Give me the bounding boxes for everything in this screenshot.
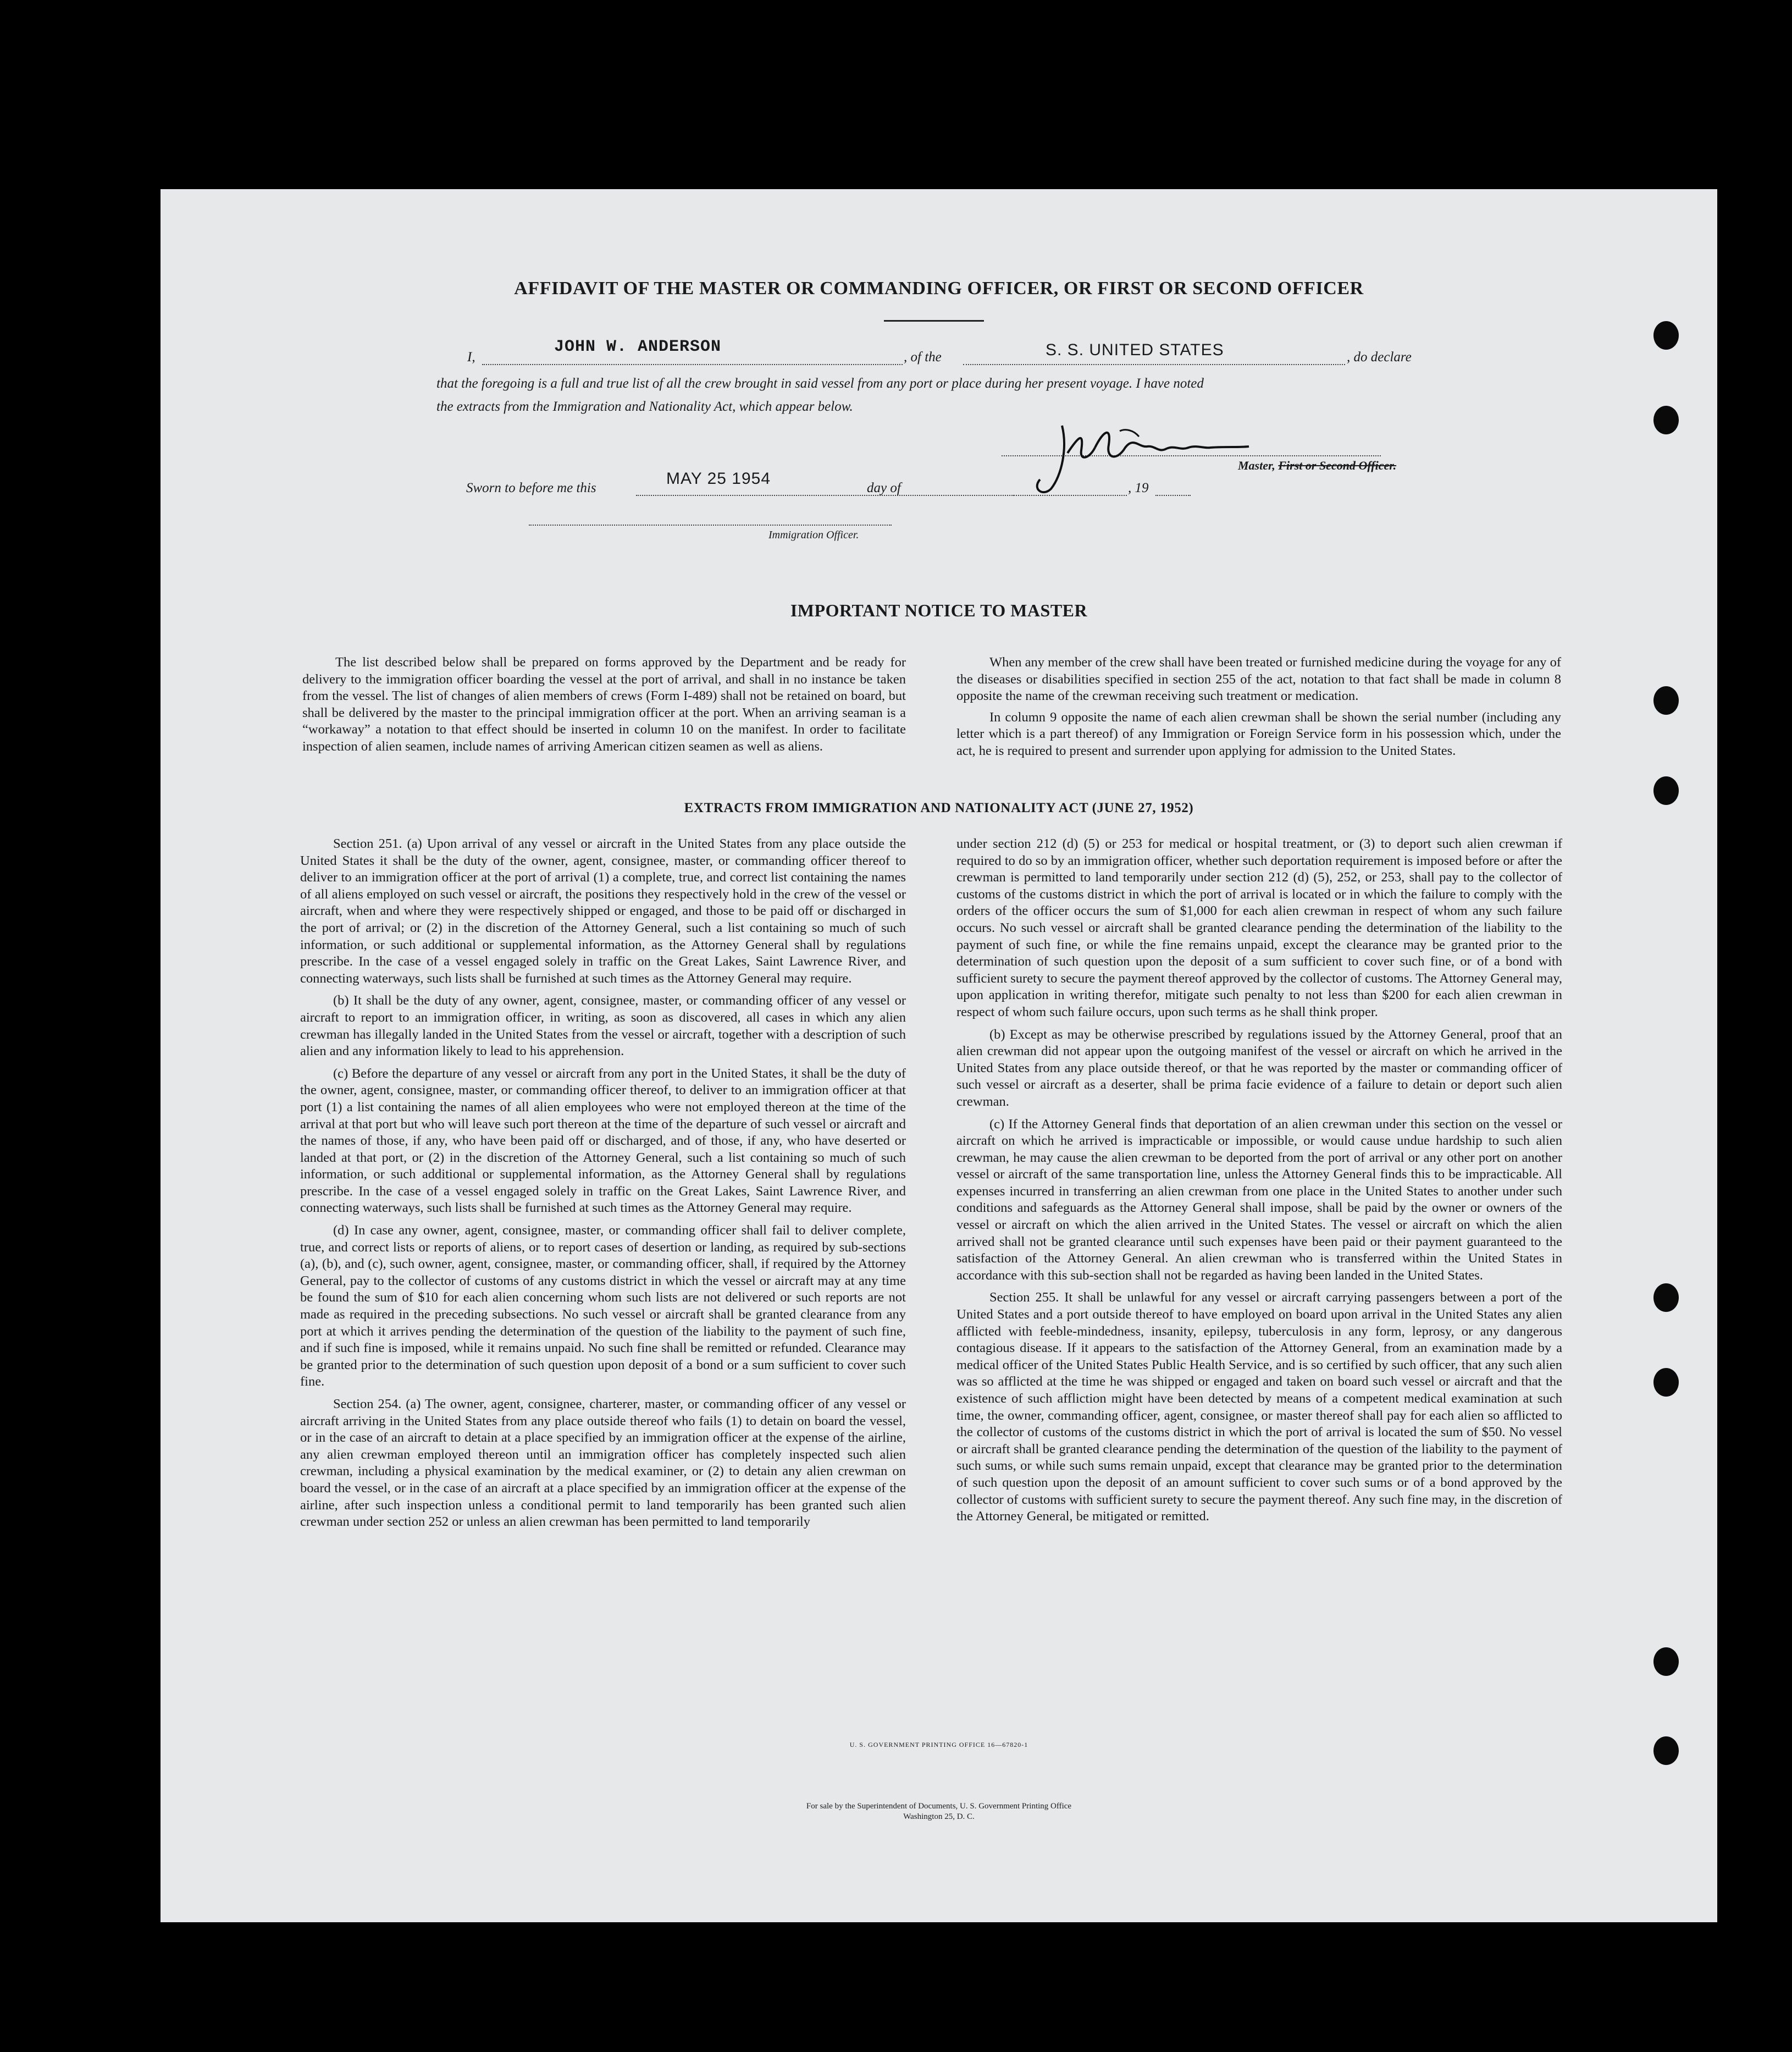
extract-section-254a-cont: under section 212 (d) (5) or 253 for medical or hospital treatment, or (3) to deport such alien crewman if required to do so by an immigration officer, whether such deportation requirement is imposed before or after the crewman is permitted to land temporarily under section 212 (d) (5), 252, or 253, shall pay to the collector of customs of the customs district in which the port of arrival is located or in which the failure to comply with the orders of the officer occurs the sum of $1,000 for each alien crewman in respect of whom any such failure occurs. No such vessel or aircraft shall be granted clearance pending the determination of the liability to the payment of such fine, or while the fine remains unpaid, except the clearance may be granted prior to the determination of such question upon the deposit of a sum sufficient to cover such fine, or of a bond with sufficient surety to secure the payment thereof approved by the collector of customs. The Attorney General may, upon application in writing therefor, mitigate such penalty to not less than $200 for each alien crewman in respect of whom such failure occurs, upon such terms as he shall think proper. <box>956 836 1562 1019</box>
month-line <box>919 495 1127 496</box>
binder-hole <box>1653 776 1679 805</box>
extracts-left-column <box>300 836 906 1536</box>
sworn-date: MAY 25 1954 <box>666 470 771 488</box>
binder-hole <box>1653 1647 1679 1676</box>
notice-left-column <box>302 654 906 761</box>
extract-section-251c: (c) Before the departure of any vessel or aircraft from any port in the United States, it shall be the duty of the owner, agent, consignee, master, or commanding officer thereof, to deliver to an immigration officer at that port (1) a list containing the names of all alien employees who were not employed thereon at the time of the arrival at that port but who will leave such port thereon at the time of the departure of such vessel or aircraft and the names of those, if any, who have been paid off or discharged, and of those, if any, who have deserted or landed at that port, or (2) in the discretion of the Attorney General, such a list containing so much of such information, or such additional or supplemental information, as the Attorney General shall by regulations prescribe. In the case of a vessel engaged solely in traffic on the Great Lakes, Saint Lawrence River, and connecting waterways, such lists shall be furnished at such times as the Attorney General may require. <box>300 1066 906 1216</box>
binder-hole <box>1653 406 1679 434</box>
extract-section-254c: (c) If the Attorney General finds that deportation of an alien crewman under this section on the vessel or aircraft on which he arrived is impracticable or impossible, or would cause undue hardship to such alien crewman, he may cause the alien crewman to be deported from the port of arrival or any other port on another vessel or aircraft of the same transportation line, unless the Attorney General finds this to be impracticable. All expenses incurred in transferring an alien crewman from one place in the United States to another under such conditions and safeguards as the Attorney General shall impose, shall be paid by the owner or owners of the vessel or aircraft on which the alien arrived in the United States. The vessel or aircraft on which the alien arrived shall not be granted clearance until such expenses have been paid or their payment guaranteed to the satisfaction of the Attorney General. An alien crewman who is transferred within the United States in accordance with this sub-section shall not be regarded as having been landed in the United States. <box>956 1116 1562 1283</box>
of-the-label: , of the <box>904 350 942 365</box>
extract-section-254a: Section 254. (a) The owner, agent, consignee, charterer, master, or commanding officer of any vessel or aircraft arriving in the United States from any place outside thereof who fails (1) to detain on board the vessel, or in the case of an aircraft to detain at a place specified by an immigration officer at the expense of the airline, any alien crewman employed thereon until an immigration officer has completely inspected such alien crewman, including a physical examination by the medical examiner, or (2) to detain any alien crewman on board the vessel, or in the case of an aircraft at a place specified by an immigration officer at the expense of the airline, after such inspection unless a conditional permit to land temporarily has been granted such alien crewman under section 252 or unless an alien crewman has been permitted to land temporarily <box>300 1397 906 1530</box>
binder-hole <box>1653 1736 1679 1765</box>
extract-section-255: Section 255. It shall be unlawful for any vessel or aircraft carrying passengers between a port of the United States and a port outside thereof to have employed on board upon arrival in the United States any alien afflicted with feeble-mindedness, insanity, epilepsy, tuberculosis in any form, leprosy, or any dangerous contagious disease. If it appears to the satisfaction of the Attorney General, from an examination made by a medical officer of the United States Public Health Service, and is so certified by such officer, that any such alien was so afflicted at the time he was shipped or engaged and taken on board such vessel or aircraft and that the existence of such affliction might have been detected by means of a competent medical examination at such time, the owner, commanding officer, agent, consignee, or master thereof shall pay for each alien so afflicted to the collector of customs of the customs district in which the port of arrival is located the sum of $50. No vessel or aircraft shall be granted clearance pending the determination of the question of the liability to the payment of such sums, or while such sums remain unpaid, except that clearance may be granted prior to the determination of such question upon the deposit of an amount sufficient to cover such sums or of a bond approved by the collector of customs with sufficient surety to secure the payment thereof. Any such fine may, in the discretion of the Attorney General, be mitigated or remitted. <box>956 1290 1562 1524</box>
notice-right-column <box>956 654 1561 765</box>
sale-line-2: Washington 25, D. C. <box>903 1812 975 1821</box>
master-label: Master, <box>1238 459 1275 472</box>
extract-section-254b: (b) Except as may be otherwise prescribed by regulations issued by the Attorney General, proof that an alien crewman did not appear upon the outgoing manifest of the vessel or aircraft on which he arrived in the United States from any place outside thereof, or that he was reported by the master or commanding officer of such vessel or aircraft as a deserter, shall be prima facie evidence of a failure to detain or deport such alien crewman. <box>956 1027 1562 1109</box>
notice-right-paragraph-1: When any member of the crew shall have been treated or furnished medicine during the voyage for any of the diseases or disabilities specified in section 255 of the act, notation to that fact shall be made in column 8 opposite the name of the crewman receiving such treatment or medication. <box>956 655 1561 704</box>
statement-line-1: that the foregoing is a full and true list of all the crew brought in said vessel from any port or place during her present voyage. I have noted <box>436 376 1204 391</box>
notice-title: IMPORTANT NOTICE TO MASTER <box>790 600 1088 620</box>
sale-line-1: For sale by the Superintendent of Documents, U. S. Government Printing Office <box>806 1802 1072 1811</box>
statement-line-2: the extracts from the Immigration and Nationality Act, which appear below. <box>436 399 853 414</box>
name-line <box>482 364 903 365</box>
master-name: JOHN W. ANDERSON <box>554 338 722 356</box>
sale-notice <box>161 1801 1717 1822</box>
day-of-label: day of <box>867 481 901 495</box>
vessel-line <box>963 364 1345 365</box>
document-page <box>161 189 1717 1922</box>
vessel-name: S. S. UNITED STATES <box>1046 341 1224 359</box>
sworn-prefix: Sworn to before me this <box>466 481 596 495</box>
binder-hole <box>1653 1283 1679 1312</box>
binder-hole <box>1653 1368 1679 1397</box>
binder-hole <box>1653 686 1679 715</box>
officer-label-struck: First or Second Officer. <box>1278 459 1397 472</box>
prefix-i: I, <box>467 350 475 365</box>
affidavit-title: AFFIDAVIT OF THE MASTER OR COMMANDING OFFICER, OR FIRST OR SECOND OFFICER <box>514 278 1364 299</box>
extract-section-251a: Section 251. (a) Upon arrival of any vessel or aircraft in the United States from any place outside the United States it shall be the duty of the owner, agent, consignee, master, or commanding officer thereof to deliver to an immigration officer at the port of arrival (1) a complete, true, and correct list containing the names of all aliens employed on such vessel or aircraft, the positions they respectively hold in the crew of the vessel or aircraft, when and where they were respectively shipped or engaged, and those to be paid off or discharged in the port of arrival; or (2) in the discretion of the Attorney General, such a list containing so much of such information, or such additional or supplemental information, as the Attorney General shall by regulations prescribe. In the case of a vessel engaged solely in traffic on the Great Lakes, Saint Lawrence River, and connecting waterways, such lists shall be furnished at such times as the Attorney General may require. <box>300 836 906 986</box>
notice-right-paragraph-2: In column 9 opposite the name of each alien crewman shall be shown the serial number (including any letter which is a part thereof) of any Immigration or Foreign Service form in his possession which, under the act, he is required to present and surrender upon applying for admission to the United States. <box>956 709 1561 758</box>
year-line <box>1155 495 1191 496</box>
extract-section-251d: (d) In case any owner, agent, consignee, master, or commanding officer shall fail to deliver complete, true, and correct lists or reports of aliens, or to report cases of desertion or landing, as required by sub-sections (a), (b), and (c), such owner, agent, consignee, master, or commanding officer, shall, if required by the Attorney General, pay to the collector of customs of any customs district in which the vessel or aircraft may at any time be found the sum of $10 for each alien concerning whom such lists are not delivered or such reports are not made as required in the preceding subsections. No such vessel or aircraft shall be granted clearance from any port at which it arrives pending the determination of the question of the liability to the payment of such fine, and if such fine is imposed, while it remains unpaid. No such fine shall be remitted or refunded. Clearance may be granted prior to the determination of such question upon deposit of a bond or a sum sufficient to cover such fine. <box>300 1223 906 1389</box>
immigration-officer-label: Immigration Officer. <box>768 529 859 541</box>
officer-label <box>1238 459 1396 473</box>
extracts-right-column <box>956 836 1562 1531</box>
year-suffix: , 19 <box>1128 481 1149 495</box>
printing-office-code: U. S. GOVERNMENT PRINTING OFFICE 16—67820-1 <box>849 1741 1028 1748</box>
notice-left-paragraph: The list described below shall be prepared on forms approved by the Department and be ready for delivery to the immigration officer boarding the vessel at the port of arrival, and shall in no instance be taken from the vessel. The list of changes of alien members of crews (Form I-489) shall not be retained on board, but shall be delivered by the master to the principal immigration officer at the port. When an arriving seaman is a “workaway” a notation to that effect should be inserted in column 10 on the manifest. In order to facilitate inspection of alien seamen, include names of arriving American citizen seamen as well as aliens. <box>302 655 906 754</box>
title-rule <box>884 320 984 322</box>
extract-section-251b: (b) It shall be the duty of any owner, agent, consignee, master, or commanding officer of any vessel or aircraft to report to an immigration officer, in writing, as soon as discovered, all cases in which any alien crewman has illegally landed in the United States from the vessel or aircraft, together with a description of such alien and any information likely to lead to his apprehension. <box>300 993 906 1059</box>
officer-signature-line <box>529 525 892 526</box>
binder-hole <box>1653 321 1679 350</box>
do-declare-label: , do declare <box>1347 350 1412 365</box>
extracts-title: EXTRACTS FROM IMMIGRATION AND NATIONALITY ACT (JUNE 27, 1952) <box>684 801 1194 815</box>
